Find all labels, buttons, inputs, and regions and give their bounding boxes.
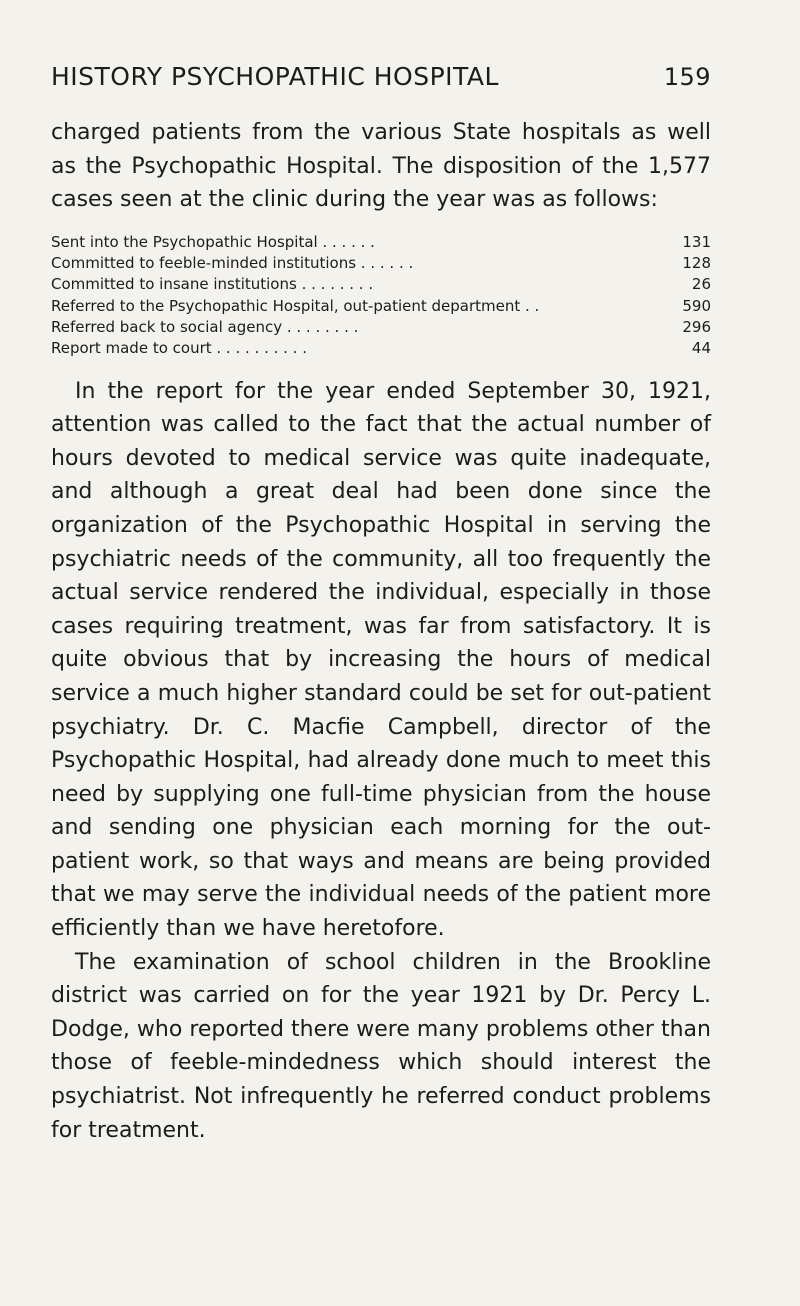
- table-row: [51, 297, 711, 318]
- leader-dots: . . . . . . . .: [296, 275, 374, 294]
- row-value: 26: [691, 275, 711, 294]
- row-value: 590: [682, 296, 711, 315]
- row-label: Committed to feeble-minded institutions: [51, 254, 357, 273]
- table-row: [51, 233, 711, 254]
- paragraph-medical-service: In the report for the year ended September 30, 1921, attention was called to the fact that the actual number of hours devoted to medical service was quite inadequate, and although a great deal had been done since the organization of the Psychopathic Hospital in serving the psychiatric needs of the community, all too frequently the actual service rendered the individual, especially in those cases requiring treatment, was far from satisfactory. It is quite obvious that by increasing the hours of medical service a much higher standard could be set for out-patient psychiatry. Dr. C. Macfie Campbell, director of the Psychopathic Hospital, had already done much to meet this need by supplying one full-time physician from the house and sending one physician each morning for the out-patient work, so that ways and means are being provided that we may serve the individual needs of the patient more efficiently than we have heretofore.: [51, 378, 711, 942]
- table-row: [51, 318, 711, 339]
- intro-paragraph: charged patients from the various State hospitals as well as the Psychopathic Hospital. The disposition of the 1,577 cases seen at the clinic during the year was as follows:: [51, 120, 711, 213]
- row-label: Report made to court: [51, 339, 212, 358]
- row-value: 128: [682, 254, 711, 273]
- row-label: Referred to the Psychopathic Hospital, out-patient department: [51, 296, 521, 315]
- leader-dots: . . . . . .: [317, 232, 375, 251]
- running-head: [51, 62, 711, 108]
- page-number: 159: [663, 63, 711, 91]
- table-row: [51, 254, 711, 275]
- paragraph-school-examination: The examination of school children in the Brookline district was carried on for the year 1921 by Dr. Percy L. Dodge, who reported there were many problems other than those of feeble-mindedness which should interest the psychiatrist. Not infrequently he referred conduct problems for treatment.: [51, 949, 711, 1143]
- leader-dots: . . . . . . . . . .: [211, 339, 307, 358]
- table-row: [51, 275, 711, 296]
- running-head-title: HISTORY PSYCHOPATHIC HOSPITAL: [51, 62, 499, 91]
- table-row: [51, 339, 711, 360]
- row-label: Committed to insane institutions: [51, 275, 297, 294]
- row-label: Sent into the Psychopathic Hospital: [51, 232, 318, 251]
- disposition-table: [51, 233, 711, 361]
- row-value: 296: [682, 317, 711, 336]
- leader-dots: . . . . . .: [356, 254, 414, 273]
- row-value: 131: [682, 232, 711, 251]
- leader-dots: . . . . . . . .: [282, 317, 359, 336]
- book-page: [51, 62, 711, 1147]
- row-value: 44: [691, 339, 711, 358]
- row-label: Referred back to social agency: [51, 317, 283, 336]
- leader-dots: . .: [520, 296, 540, 315]
